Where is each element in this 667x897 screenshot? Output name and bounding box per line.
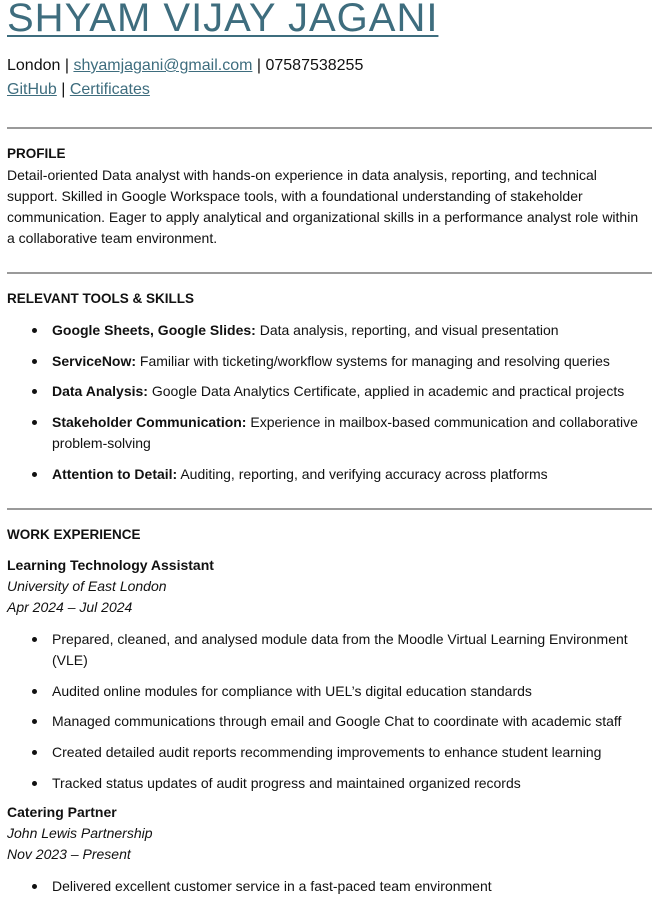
email-link[interactable]: shyamjagani@gmail.com [73, 57, 253, 74]
profile-text: Detail-oriented Data analyst with hands-on experience in data analysis, reporting, and technical support. Skilled in Google Workspace tools, with a foundational understanding of stakeholder communication. Eager to apply analytical and organizational skills in a performance analyst role within a collaborative team environment. [7, 167, 639, 246]
skill-text: Google Data Analytics Certificate, applied in academic and practical projects [147, 383, 625, 399]
job-bullet: Managed communications through email and Google Chat to coordinate with academic staff [52, 711, 652, 732]
job-bullet: Tracked status updates of audit progress and maintained organized records [52, 773, 652, 794]
skill-item [52, 464, 652, 485]
location: London [7, 57, 61, 74]
divider [7, 508, 652, 510]
links-line [7, 81, 150, 99]
job-bullet: Prepared, cleaned, and analysed module data from the Moodle Virtual Learning Environment (VLE) [52, 629, 652, 671]
job-title: Learning Technology Assistant [7, 557, 214, 573]
experience-heading: WORK EXPERIENCE [7, 527, 141, 542]
phone: 07587538255 [265, 57, 364, 74]
candidate-name: SHYAM VIJAY JAGANI [7, 0, 439, 40]
skills-heading: RELEVANT TOOLS & SKILLS [7, 291, 195, 306]
divider [7, 127, 652, 129]
job-bullet: Delivered excellent customer service in a fast-paced team environment [52, 876, 652, 897]
separator: | [60, 57, 74, 74]
skill-item [52, 412, 652, 454]
github-link[interactable]: GitHub [7, 81, 57, 98]
job-organization: University of East London [7, 578, 167, 594]
skill-label: Attention to Detail: [52, 466, 178, 482]
skill-text: Auditing, reporting, and verifying accuracy across platforms [177, 466, 548, 482]
job-organization: John Lewis Partnership [7, 825, 153, 841]
job-title: Catering Partner [7, 804, 117, 820]
skill-label: Data Analysis: [52, 383, 148, 399]
skill-text: Experience in mailbox-based communication and collaborative problem-solving [52, 414, 638, 451]
job-bullet: Created detailed audit reports recommending improvements to enhance student learning [52, 742, 652, 763]
skill-label: ServiceNow: [52, 353, 137, 369]
skill-label: Google Sheets, Google Slides: [52, 322, 256, 338]
certificates-link[interactable]: Certificates [69, 81, 150, 98]
job-bullet: Audited online modules for compliance with UEL’s digital education standards [52, 681, 652, 702]
skill-item [52, 381, 652, 402]
separator: | [252, 57, 266, 74]
skill-item [52, 320, 652, 341]
job-dates: Apr 2024 – Jul 2024 [7, 599, 133, 615]
skill-text: Familiar with ticketing/workflow systems for managing and resolving queries [136, 353, 610, 369]
divider [7, 272, 652, 274]
separator: | [56, 81, 70, 98]
contact-line [7, 57, 363, 75]
skill-label: Stakeholder Communication: [52, 414, 247, 430]
profile-heading: PROFILE [7, 146, 66, 161]
job-dates: Nov 2023 – Present [7, 846, 131, 862]
skill-text: Data analysis, reporting, and visual presentation [255, 322, 559, 338]
skill-item [52, 351, 652, 372]
